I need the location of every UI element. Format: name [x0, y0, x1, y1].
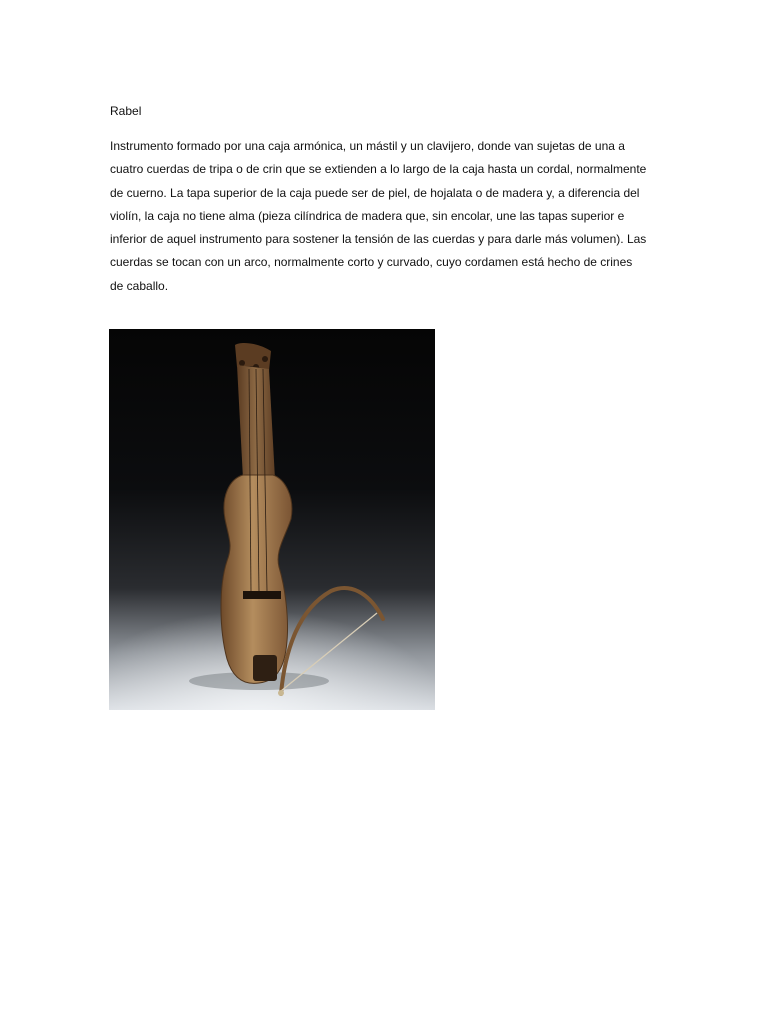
paragraph-line: violín, la caja no tiene alma (pieza cilíndrica de madera que, sin encolar, une las tapas superior e — [110, 208, 625, 223]
paragraph-line: inferior de aquel instrumento para sostener la tensión de las cuerdas y para darle más volumen). Las — [110, 232, 647, 247]
rabel-photo — [109, 329, 435, 710]
rabel-photo-illustration — [109, 329, 435, 710]
instrument-body — [221, 475, 292, 683]
document-paragraph — [110, 135, 670, 298]
paragraph-line: Instrumento formado por una caja armónica, un mástil y un clavijero, donde van sujetas de una a — [110, 139, 625, 153]
tuning-peg — [239, 360, 245, 366]
tailpiece — [253, 655, 277, 681]
paragraph-line: de cuerno. La tapa superior de la caja puede ser de piel, de hojalata o de madera y, a diferencia del — [110, 185, 640, 200]
paragraph-line: cuerdas se tocan con un arco, normalmente corto y curvado, cuyo cordamen está hecho de crines — [110, 255, 633, 270]
bow-tip — [278, 690, 284, 696]
paragraph-line: de caballo. — [110, 278, 169, 293]
tuning-peg — [262, 356, 268, 362]
sound-hole — [243, 591, 281, 599]
paragraph-line: cuatro cuerdas de tripa o de crin que se extienden a lo largo de la caja hasta un cordal, normalmente — [110, 162, 647, 177]
document-title: Rabel — [110, 104, 142, 118]
